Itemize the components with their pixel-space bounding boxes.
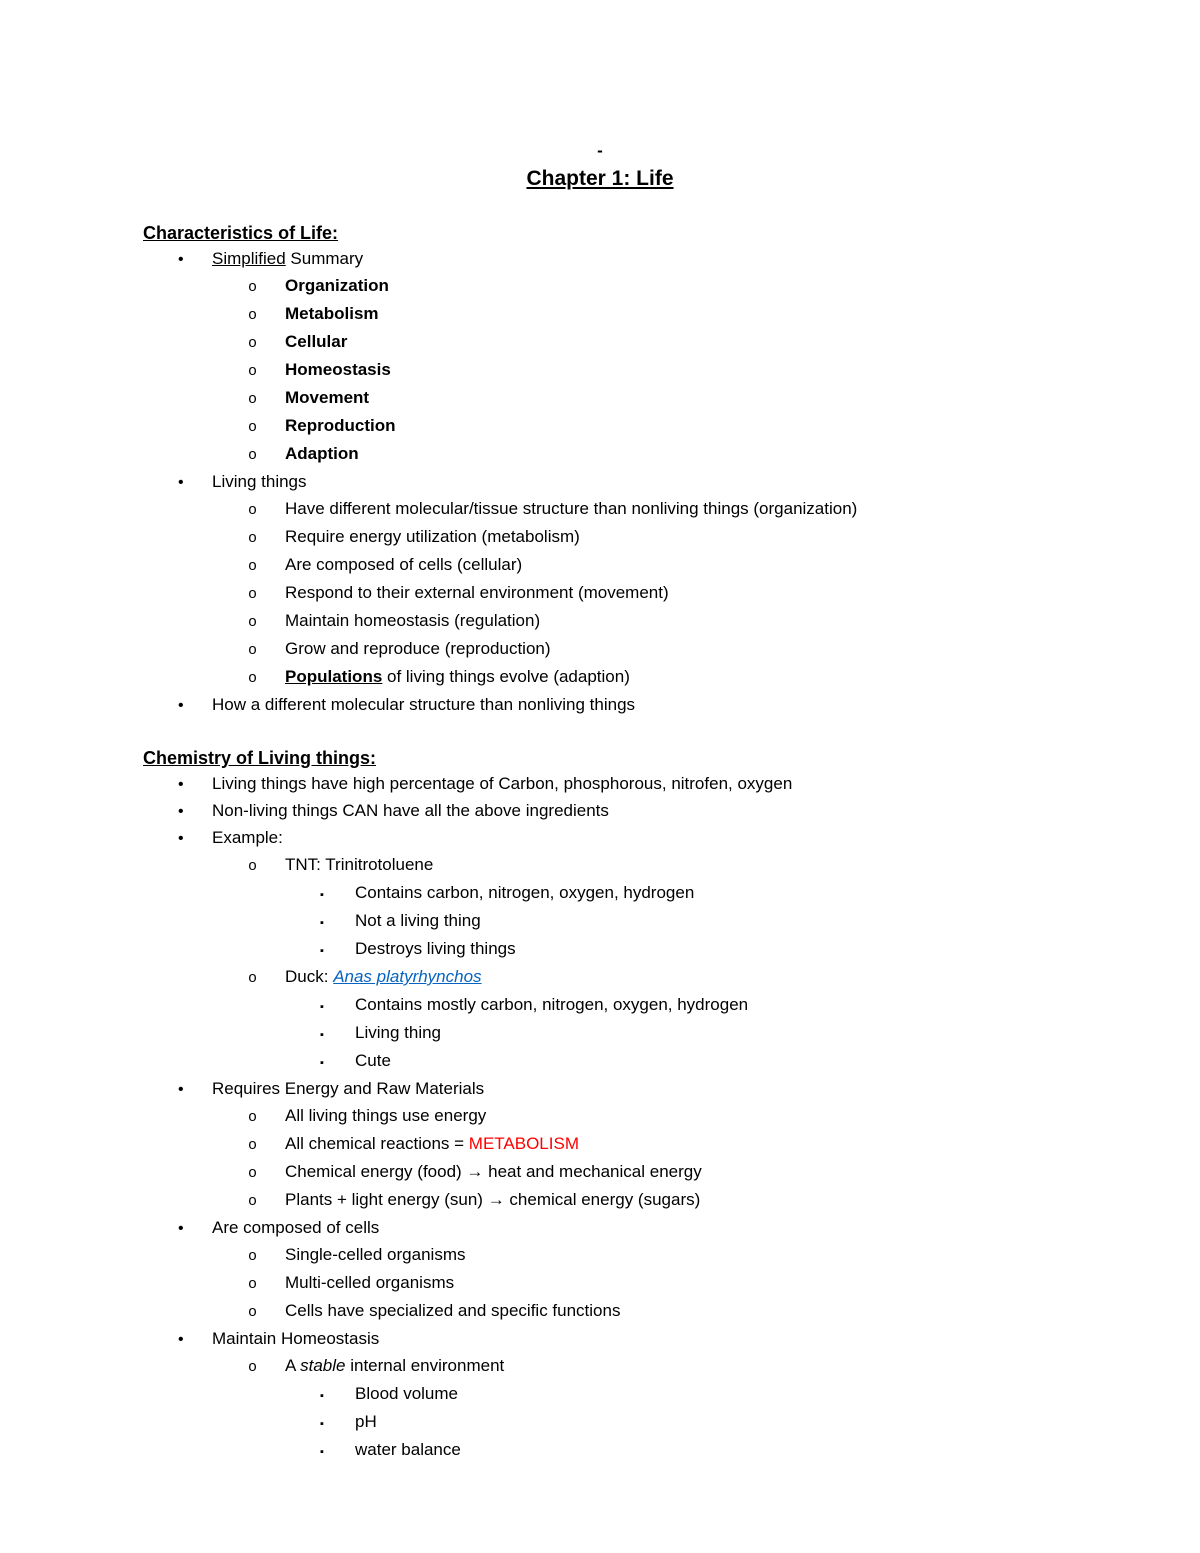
text-run: TNT: Trinitrotoluene (285, 855, 434, 874)
text-content (285, 1159, 1100, 1185)
text-content (285, 636, 1100, 662)
bullet-marker-icon: o (248, 447, 258, 464)
text-run: Adaption (285, 444, 359, 463)
bullet-marker-icon: o (248, 363, 258, 380)
text-content (355, 908, 1100, 934)
text-content (355, 880, 1100, 906)
text-content (285, 664, 1100, 690)
list-item (143, 1409, 1100, 1437)
list-item (143, 1270, 1100, 1298)
bullet-marker-icon: o (248, 335, 258, 352)
bullet-marker-icon: o (248, 858, 258, 875)
text-run: Cells have specialized and specific functions (285, 1301, 621, 1320)
list-item (143, 1131, 1100, 1159)
bullet-marker-icon: ▪ (320, 1057, 324, 1069)
species-hyperlink[interactable]: Anas platyrhynchos (333, 967, 482, 986)
list-item (143, 692, 1100, 719)
list-item (143, 246, 1100, 273)
text-content (285, 1353, 1100, 1379)
list-item (143, 664, 1100, 692)
text-run: Characteristics of Life: (143, 223, 339, 243)
text-run: Maintain Homeostasis (212, 1329, 380, 1348)
text-content (285, 964, 1100, 990)
text-run: Example: (212, 828, 283, 847)
bullet-marker-icon: • (178, 1220, 184, 1237)
text-content (285, 385, 1100, 411)
list-item (143, 608, 1100, 636)
text-run: Populations (285, 667, 383, 686)
text-content (355, 1381, 1100, 1407)
text-run: Reproduction (285, 416, 396, 435)
text-run: Chemical energy (food) → heat and mechanical energy (285, 1162, 702, 1181)
list-item (143, 385, 1100, 413)
bullet-marker-icon: o (248, 1248, 258, 1265)
bullet-marker-icon: o (248, 1304, 258, 1321)
bullet-marker-icon: o (248, 558, 258, 575)
text-content (355, 992, 1100, 1018)
bullet-marker-icon: ▪ (320, 1390, 324, 1402)
bullet-marker-icon: ▪ (320, 1029, 324, 1041)
list-item (143, 1187, 1100, 1215)
text-run: stable (300, 1356, 346, 1375)
bullet-marker-icon: o (248, 1359, 258, 1376)
text-run: Multi-celled organisms (285, 1273, 455, 1292)
bullet-marker-icon: o (248, 419, 258, 436)
text-run: All living things use energy (285, 1106, 487, 1125)
text-run: Have different molecular/tissue structure than nonliving things (organization) (285, 499, 858, 518)
text-content (285, 496, 1100, 522)
list-item (143, 1215, 1100, 1242)
bullet-marker-icon: • (178, 697, 184, 714)
list-item (143, 1159, 1100, 1187)
list-item (143, 852, 1100, 880)
bullet-marker-icon: • (178, 1331, 184, 1348)
list-item (143, 1353, 1100, 1381)
list-item (143, 880, 1100, 908)
bullet-marker-icon: o (248, 614, 258, 631)
bullet-marker-icon: ▪ (320, 1001, 324, 1013)
section-heading (143, 745, 1100, 771)
text-run: Respond to their external environment (movement) (285, 583, 669, 602)
list-item (143, 413, 1100, 441)
list-item (143, 301, 1100, 329)
text-content (285, 852, 1100, 878)
bullet-marker-icon: o (248, 391, 258, 408)
text-run: How a different molecular structure than nonliving things (212, 695, 636, 714)
bullet-marker-icon: ▪ (320, 889, 324, 901)
text-content (285, 329, 1100, 355)
text-run: Cute (355, 1051, 391, 1070)
bullet-marker-icon: o (248, 1193, 258, 1210)
text-run: internal environment (345, 1356, 505, 1375)
text-run: Are composed of cells (212, 1218, 380, 1237)
list-item (143, 992, 1100, 1020)
list-item (143, 524, 1100, 552)
text-content (285, 580, 1100, 606)
list-item (143, 1437, 1100, 1465)
text-run: Chemistry of Living things: (143, 748, 377, 768)
text-run: Living things (212, 472, 307, 491)
section-heading (143, 220, 1100, 246)
bullet-marker-icon: ▪ (320, 1418, 324, 1430)
list-item (143, 496, 1100, 524)
text-run: water balance (355, 1440, 461, 1459)
list-item (143, 1020, 1100, 1048)
list-item (143, 1048, 1100, 1076)
title-dash: - (597, 141, 603, 160)
list-item (143, 1298, 1100, 1326)
bullet-marker-icon: ▪ (320, 945, 324, 957)
bullet-marker-icon: o (248, 502, 258, 519)
text-run: Living things have high percentage of Carbon, phosphorous, nitrofen, oxygen (212, 774, 793, 793)
text-content (355, 1048, 1100, 1074)
text-content (285, 1131, 1100, 1157)
text-content (285, 552, 1100, 578)
text-content (355, 1409, 1100, 1435)
text-run: Living thing (355, 1023, 442, 1042)
list-item (143, 329, 1100, 357)
list-item (143, 1103, 1100, 1131)
text-run: of living things evolve (adaption) (382, 667, 630, 686)
list-item (143, 580, 1100, 608)
document-body (143, 220, 1100, 1465)
text-content (212, 246, 1100, 272)
list-item (143, 798, 1100, 825)
text-run: Contains mostly carbon, nitrogen, oxygen, hydrogen (355, 995, 749, 1014)
text-content (212, 825, 1100, 851)
text-content (285, 273, 1100, 299)
text-content (285, 1187, 1100, 1213)
text-content (285, 413, 1100, 439)
text-run: Plants + light energy (sun) → chemical energy (sugars) (285, 1190, 701, 1209)
list-item (143, 1326, 1100, 1353)
bullet-marker-icon: ▪ (320, 917, 324, 929)
text-content (285, 1242, 1100, 1268)
text-run: Homeostasis (285, 360, 391, 379)
text-run: Contains carbon, nitrogen, oxygen, hydrogen (355, 883, 695, 902)
text-content (212, 469, 1100, 495)
bullet-marker-icon: o (248, 279, 258, 296)
text-run: Maintain homeostasis (regulation) (285, 611, 541, 630)
text-content (285, 524, 1100, 550)
text-run: Cellular (285, 332, 348, 351)
document-title: Chapter 1: Life (526, 167, 674, 190)
list-item (143, 357, 1100, 385)
text-content (212, 798, 1100, 824)
text-run: METABOLISM (468, 1134, 579, 1153)
list-item (143, 469, 1100, 496)
bullet-marker-icon: o (248, 1137, 258, 1154)
text-run: Are composed of cells (cellular) (285, 555, 523, 574)
text-content (285, 301, 1100, 327)
bullet-marker-icon: o (248, 307, 258, 324)
bullet-marker-icon: o (248, 1109, 258, 1126)
list-item (143, 1381, 1100, 1409)
text-run: Require energy utilization (metabolism) (285, 527, 580, 546)
list-item (143, 552, 1100, 580)
bullet-marker-icon: • (178, 251, 184, 268)
bullet-marker-icon: • (178, 830, 184, 847)
list-item (143, 1076, 1100, 1103)
text-content (212, 771, 1100, 797)
bullet-marker-icon: • (178, 474, 184, 491)
text-run: A (285, 1356, 301, 1375)
text-run: Metabolism (285, 304, 379, 323)
list-item (143, 964, 1100, 992)
text-run: Blood volume (355, 1384, 459, 1403)
list-item (143, 636, 1100, 664)
text-content (143, 748, 376, 768)
bullet-marker-icon: o (248, 586, 258, 603)
text-content (212, 1326, 1100, 1352)
text-run: Destroys living things (355, 939, 516, 958)
bullet-marker-icon: o (248, 642, 258, 659)
text-content (285, 1298, 1100, 1324)
bullet-marker-icon: o (248, 1276, 258, 1293)
text-run: Summary (285, 249, 364, 268)
text-run: Movement (285, 388, 370, 407)
text-content (355, 936, 1100, 962)
text-run: Requires Energy and Raw Materials (212, 1079, 485, 1098)
text-content (285, 1103, 1100, 1129)
list-item (143, 273, 1100, 301)
text-run: Not a living thing (355, 911, 481, 930)
text-content (285, 357, 1100, 383)
list-item (143, 771, 1100, 798)
text-content (212, 692, 1100, 718)
text-content (285, 441, 1100, 467)
text-content (285, 608, 1100, 634)
text-run: Single-celled organisms (285, 1245, 466, 1264)
text-content (355, 1437, 1100, 1463)
list-item (143, 936, 1100, 964)
text-run: Duck: (285, 967, 334, 986)
text-run: pH (355, 1412, 377, 1431)
text-content (285, 1270, 1100, 1296)
text-content (355, 1020, 1100, 1046)
text-content (212, 1215, 1100, 1241)
bullet-marker-icon: o (248, 670, 258, 687)
text-run: Grow and reproduce (reproduction) (285, 639, 551, 658)
bullet-marker-icon: o (248, 970, 258, 987)
list-item (143, 825, 1100, 852)
text-content (212, 1076, 1100, 1102)
text-run: Organization (285, 276, 389, 295)
list-item (143, 1242, 1100, 1270)
bullet-marker-icon: ▪ (320, 1446, 324, 1458)
bullet-marker-icon: • (178, 803, 184, 820)
text-run: All chemical reactions = (285, 1134, 469, 1153)
list-item (143, 908, 1100, 936)
bullet-marker-icon: • (178, 1081, 184, 1098)
bullet-marker-icon: • (178, 776, 184, 793)
bullet-marker-icon: o (248, 530, 258, 547)
list-item (143, 441, 1100, 469)
text-content (143, 223, 338, 243)
bullet-marker-icon: o (248, 1165, 258, 1182)
text-run: Simplified (212, 249, 286, 268)
text-run: Non-living things CAN have all the above ingredients (212, 801, 609, 820)
